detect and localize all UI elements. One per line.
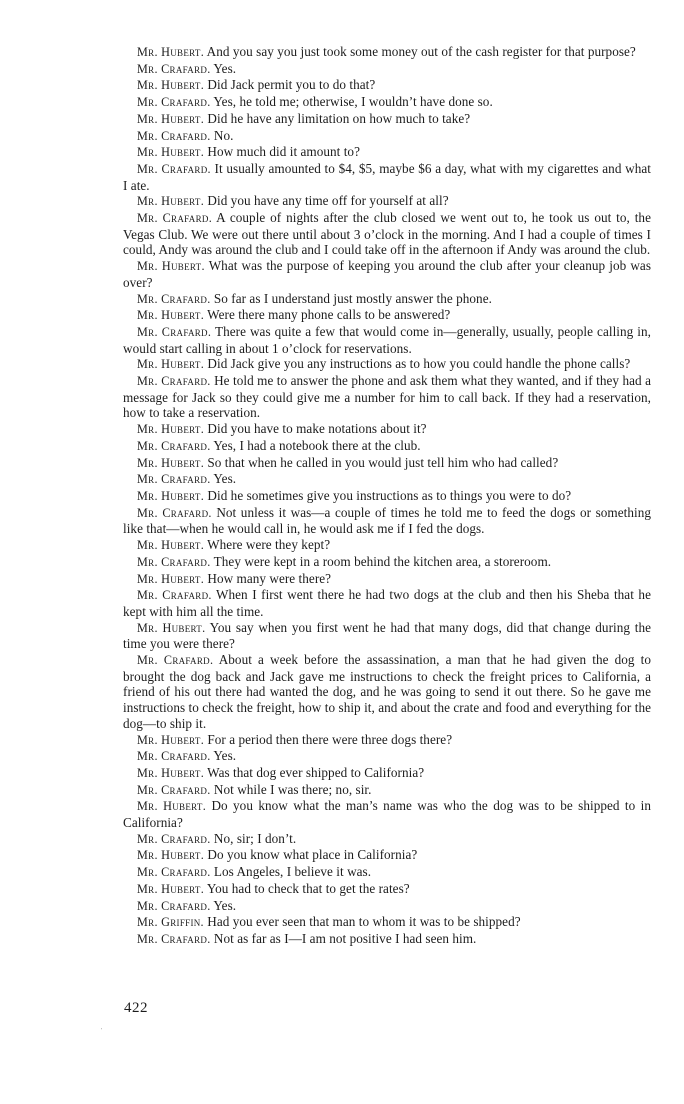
- scan-speck: ': [101, 1028, 103, 1034]
- speaker-name: Mr. Crafard.: [137, 438, 211, 453]
- speaker-name: Mr. Hubert.: [137, 571, 205, 586]
- testimony-paragraph: [123, 258, 651, 290]
- testimony-paragraph: [123, 748, 651, 765]
- testimony-text: Did you have any time off for yourself at all?: [207, 193, 449, 209]
- testimony-text: No.: [213, 127, 234, 143]
- testimony-text: How many were there?: [207, 570, 332, 586]
- speaker-name: Mr. Hubert.: [137, 78, 205, 93]
- speaker-name: Mr. Crafard.: [137, 291, 211, 306]
- testimony-text: A couple of nights after the club closed we went out to, he took us out to, the Vegas Club. We were out there until about 3 o’clock in the morning. And I had a couple of times I could, Andy was around the club and I could take off in the afternoon if Andy was around the club.: [123, 210, 651, 258]
- testimony-paragraph: [123, 537, 651, 554]
- testimony-paragraph: [123, 782, 651, 799]
- testimony-text: You had to check that to get the rates?: [206, 880, 410, 896]
- speaker-name: Mr. Crafard.: [137, 128, 211, 143]
- testimony-text: Yes.: [213, 897, 237, 913]
- testimony-paragraph: [123, 898, 651, 915]
- testimony-paragraph: [123, 881, 651, 898]
- testimony-text: Yes.: [213, 748, 237, 764]
- testimony-text: About a week before the assassination, a man that he had given the dog to brought the dog back and Jack gave me instructions to check the freight prices to California, a friend of his out there had wanted the dog, and he was going to send it out there. So he gave me instructions to check the freight, how to ship it, and about the crate and food and everything for the dog—to ship it.: [123, 652, 651, 731]
- testimony-text: Had you ever seen that man to whom it was to be shipped?: [207, 914, 521, 930]
- testimony-paragraph: [123, 291, 651, 308]
- testimony-paragraph: [123, 128, 651, 145]
- testimony-text: No, sir; I don’t.: [213, 830, 297, 846]
- testimony-text: It usually amounted to $4, $5, maybe $6 a day, what with my cigarettes and what I ate.: [123, 160, 651, 193]
- speaker-name: Mr. Crafard.: [137, 324, 212, 339]
- testimony-text: Was that dog ever shipped to California?: [207, 764, 425, 780]
- testimony-paragraph: [123, 831, 651, 848]
- speaker-name: Mr. Crafard.: [137, 588, 212, 603]
- testimony-paragraph: [123, 914, 651, 931]
- testimony-paragraph: [123, 94, 651, 111]
- testimony-text: Do you know what place in California?: [207, 847, 418, 863]
- speaker-name: Mr. Crafard.: [137, 211, 213, 226]
- speaker-name: Mr. Crafard.: [137, 161, 211, 176]
- testimony-paragraph: [123, 210, 651, 258]
- testimony-paragraph: [123, 554, 651, 571]
- testimony-text: You say when you first went he had that many dogs, did that change during the time you were there?: [123, 619, 651, 652]
- testimony-text: Yes, I had a notebook there at the club.: [213, 437, 421, 453]
- speaker-name: Mr. Crafard.: [137, 931, 211, 946]
- testimony-paragraph: [123, 798, 651, 830]
- speaker-name: Mr. Hubert.: [137, 357, 205, 372]
- speaker-name: Mr. Hubert.: [137, 848, 205, 863]
- speaker-name: Mr. Hubert.: [137, 194, 205, 209]
- testimony-text: Did Jack permit you to do that?: [207, 77, 376, 93]
- testimony-text: Did he have any limitation on how much to take?: [207, 110, 471, 126]
- testimony-text: Los Angeles, I believe it was.: [213, 864, 372, 880]
- speaker-name: Mr. Hubert.: [137, 620, 206, 635]
- testimony-paragraph: [123, 505, 651, 537]
- speaker-name: Mr. Crafard.: [137, 61, 211, 76]
- testimony-paragraph: [123, 571, 651, 588]
- speaker-name: Mr. Crafard.: [137, 472, 211, 487]
- testimony-text: What was the purpose of keeping you around the club after your cleanup job was over?: [123, 258, 652, 290]
- testimony-transcript: [123, 44, 651, 948]
- testimony-text: There was quite a few that would come in—generally, usually, people calling in, would start calling in about 1 o’clock for reservations.: [123, 323, 651, 356]
- speaker-name: Mr. Hubert.: [137, 455, 205, 470]
- testimony-paragraph: [123, 455, 651, 472]
- testimony-text: Not as far as I—I am not positive I had seen him.: [213, 930, 477, 946]
- speaker-name: Mr. Hubert.: [137, 765, 205, 780]
- testimony-text: So that when he called in you would just tell him who had called?: [207, 454, 559, 470]
- testimony-paragraph: [123, 847, 651, 864]
- testimony-paragraph: [123, 864, 651, 881]
- testimony-text: Do you know what the man’s name was who the dog was to be shipped to in California?: [123, 798, 651, 831]
- testimony-paragraph: [123, 931, 651, 948]
- testimony-text: They were kept in a room behind the kitchen area, a storeroom.: [213, 553, 552, 569]
- testimony-paragraph: [123, 307, 651, 324]
- speaker-name: Mr. Hubert.: [137, 488, 205, 503]
- speaker-name: Mr. Crafard.: [137, 831, 211, 846]
- speaker-name: Mr. Crafard.: [137, 865, 211, 880]
- testimony-paragraph: [123, 77, 651, 94]
- testimony-text: Not while I was there; no, sir.: [213, 781, 372, 797]
- speaker-name: Mr. Hubert.: [137, 538, 205, 553]
- testimony-text: Yes.: [213, 471, 237, 487]
- testimony-paragraph: [123, 61, 651, 78]
- testimony-paragraph: [123, 373, 651, 421]
- testimony-paragraph: [123, 324, 651, 356]
- testimony-text: How much did it amount to?: [207, 144, 360, 160]
- testimony-text: For a period then there were three dogs there?: [207, 731, 453, 747]
- testimony-paragraph: [123, 161, 651, 193]
- speaker-name: Mr. Hubert.: [137, 799, 207, 814]
- testimony-paragraph: [123, 44, 651, 61]
- speaker-name: Mr. Hubert.: [137, 881, 205, 896]
- page-number: 422: [124, 1000, 148, 1016]
- testimony-text: When I first went there he had two dogs at the club and then his Sheba that he kept with him all the time.: [123, 587, 651, 619]
- testimony-text: And you say you just took some money out of the cash register for that purpose?: [206, 44, 636, 59]
- speaker-name: Mr. Crafard.: [137, 898, 211, 913]
- speaker-name: Mr. Crafard.: [137, 749, 211, 764]
- testimony-paragraph: [123, 144, 651, 161]
- testimony-text: Did he sometimes give you instructions as to things you were to do?: [207, 487, 572, 503]
- speaker-name: Mr. Griffin.: [137, 915, 204, 930]
- testimony-text: Not unless it was—a couple of times he told me to feed the dogs or something like that—when he would call in, he would ask me if I fed the dogs.: [123, 504, 651, 537]
- speaker-name: Mr. Crafard.: [137, 374, 211, 389]
- testimony-text: Did Jack give you any instructions as to how you could handle the phone calls?: [207, 356, 631, 372]
- speaker-name: Mr. Hubert.: [137, 732, 205, 747]
- speaker-name: Mr. Hubert.: [137, 308, 205, 323]
- testimony-paragraph: [123, 732, 651, 749]
- testimony-paragraph: [123, 421, 651, 438]
- testimony-paragraph: [123, 587, 651, 619]
- testimony-paragraph: [123, 471, 651, 488]
- testimony-paragraph: [123, 356, 651, 373]
- speaker-name: Mr. Hubert.: [137, 45, 205, 59]
- speaker-name: Mr. Crafard.: [137, 554, 211, 569]
- testimony-text: Yes, he told me; otherwise, I wouldn’t have done so.: [213, 94, 493, 110]
- speaker-name: Mr. Crafard.: [137, 653, 214, 668]
- testimony-paragraph: [123, 765, 651, 782]
- testimony-text: Were there many phone calls to be answered?: [207, 307, 451, 323]
- testimony-text: Did you have to make notations about it?: [207, 421, 427, 437]
- speaker-name: Mr. Hubert.: [137, 111, 205, 126]
- testimony-paragraph: [123, 652, 651, 732]
- speaker-name: Mr. Hubert.: [137, 422, 205, 437]
- speaker-name: Mr. Hubert.: [137, 145, 205, 160]
- testimony-text: So far as I understand just mostly answer the phone.: [213, 290, 492, 306]
- testimony-paragraph: [123, 438, 651, 455]
- testimony-paragraph: [123, 620, 651, 652]
- speaker-name: Mr. Crafard.: [137, 505, 212, 520]
- speaker-name: Mr. Hubert.: [137, 259, 205, 274]
- speaker-name: Mr. Crafard.: [137, 782, 211, 797]
- testimony-paragraph: [123, 193, 651, 210]
- testimony-text: Yes.: [213, 60, 237, 76]
- speaker-name: Mr. Crafard.: [137, 95, 211, 110]
- testimony-paragraph: [123, 111, 651, 128]
- testimony-text: He told me to answer the phone and ask them what they wanted, and if they had a message for Jack so they could give me a number for him to call back. If they had a reservation, how to take a reservation.: [123, 373, 651, 421]
- testimony-paragraph: [123, 488, 651, 505]
- testimony-text: Where were they kept?: [207, 537, 331, 553]
